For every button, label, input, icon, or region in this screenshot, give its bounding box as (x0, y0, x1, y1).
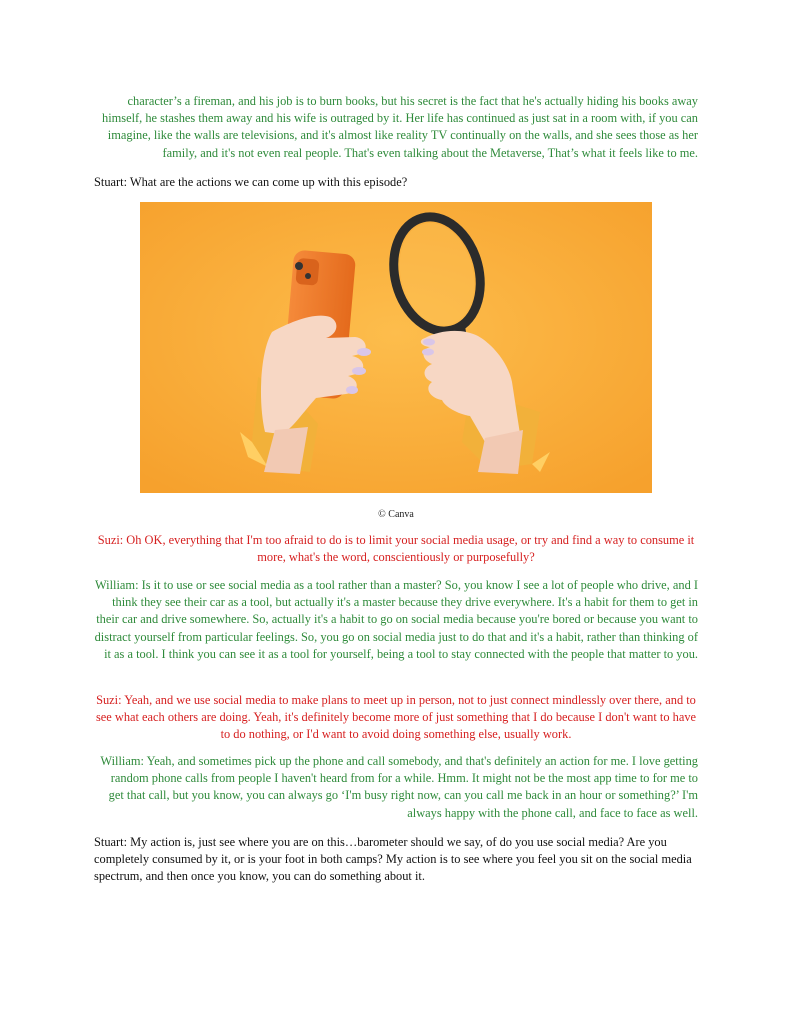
paragraph-suzi-1: Suzi: Oh OK, everything that I'm too afraid to do is to limit your social media usage, or try and find a way to consume it more, what's the word, conscientiously or purposefully? (97, 533, 695, 565)
paragraph-suzi-2: Suzi: Yeah, and we use social media to make plans to meet up in person, not to just connect mindlessly over there, and to see what each others are doing. Yeah, it's definitely become more of just something that I do because I don't want to have to do nothing, or I'd want to avoid doing something else, usually work. (95, 693, 697, 742)
paragraph-stuart-action: Stuart: My action is, just see where you are on this…barometer should we say, of do you use social media? Are you completely consumed by it, or is your foot in both camps? My action is to see where you feel you sit on the social media spectrum, and then once you know, you can do something about it. (94, 835, 692, 884)
paragraph-fireman: character’s a fireman, and his job is to burn books, but his secret is the fact that he's actually hiding his books away himself, he stashes them away and his wife is outraged by it. Her life has continued as just sat in a room with, if you can imagine, like the walls are televisions, and it's almost like reality TV continually on the walls, and she sees those as her family, and it's not even real people. That's even talking about the Metaverse, That’s what it feels like to me. (102, 94, 698, 160)
paragraph-william-1: William: Is it to use or see social media as a tool rather than a master? So, you know I see a lot of people who drive, and I think they see their car as a tool, but actually it's a master because they drive everywhere. It's a habit for them to get in their car and drive somewhere. So, actually it's a habit to go on social media because you're bored or because you want to distract yourself from particular feelings. So, you go on social media just to do that and it's a habit, rather than thinking of it as a tool. I think you can see it as a tool for yourself, being a tool to stay connected with the people that matter to you. (94, 578, 698, 661)
hands-phone-magnifier-photo (140, 202, 652, 493)
image-caption: © Canva (378, 509, 414, 520)
paragraph-william-2: William: Yeah, and sometimes pick up the phone and call somebody, and that's definitely an action for me. I love getting random phone calls from people I haven't heard from for a while. Hmm. It might not be the most app time to for me to get that call, but you know, you can always go ‘I'm busy right now, can you call me back in an hour or something?’ I'm always happy with the phone call, and face to face as well. (100, 754, 698, 820)
paragraph-stuart-question: Stuart: What are the actions we can come up with this episode? (94, 175, 408, 189)
